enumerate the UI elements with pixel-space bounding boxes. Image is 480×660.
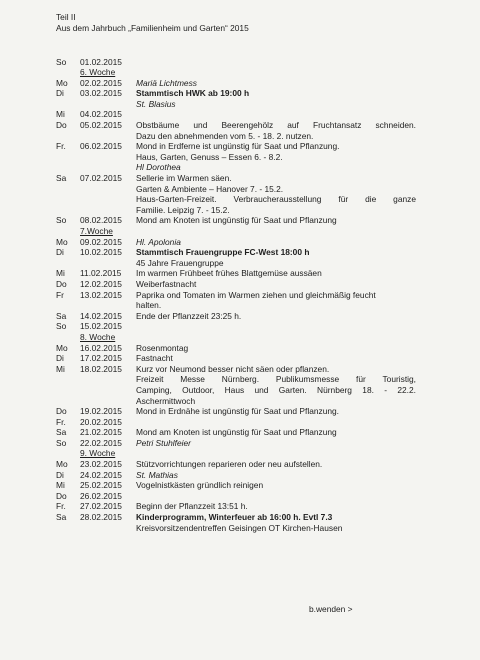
- weekday: Mo: [56, 236, 68, 247]
- entry-text: [136, 141, 416, 173]
- entry-text: [136, 279, 416, 290]
- weekday: Mi: [56, 363, 65, 374]
- calendar-row: [56, 470, 416, 481]
- source-title: Aus dem Jahrbuch „Familienheim und Garten“ 2015: [56, 22, 249, 33]
- entry-line: Stammtisch HWK ab 19:00 h: [136, 88, 250, 99]
- weekday: So: [56, 321, 67, 332]
- entry-text: [136, 427, 416, 438]
- entry-line: Hl. Apolonia: [136, 236, 181, 247]
- weekday: [56, 226, 80, 237]
- calendar-row: [56, 237, 416, 248]
- calendar-row: [56, 120, 416, 141]
- calendar-row: [56, 321, 416, 332]
- calendar-row: [56, 173, 416, 215]
- date: 27.02.2015: [80, 501, 122, 512]
- entry-text: [136, 268, 416, 279]
- calendar-row: [56, 99, 416, 110]
- entry-text: [136, 311, 416, 322]
- entry-line: Kinderprogramm, Winterfeuer ab 16:00 h. Evtl 7.3: [136, 512, 333, 523]
- entry-line: Fastnacht: [136, 353, 173, 364]
- weekday: Mi: [56, 109, 65, 120]
- date: 26.02.2015: [80, 490, 122, 501]
- turn-page-note: b.wenden >: [309, 604, 353, 614]
- weekday: [56, 332, 80, 343]
- entry-line: St. Blasius: [136, 98, 176, 109]
- entry-line: Stammtisch Frauengruppe FC-West 18:00 h: [136, 247, 310, 258]
- entry-text: [136, 99, 416, 110]
- weekday: Sa: [56, 427, 67, 438]
- date: 10.02.2015: [80, 247, 122, 258]
- week-heading-row: [56, 448, 416, 459]
- calendar-row: [56, 459, 416, 470]
- entry-text: [136, 290, 416, 311]
- calendar-row: [56, 279, 416, 290]
- entry-line: Ende der Pflanzzeit 23:25 h.: [136, 310, 242, 321]
- entry-line: Paprika ond Tomaten im Warmen ziehen und gleichmäßig feucht: [136, 289, 376, 300]
- date: 06.02.2015: [80, 141, 122, 152]
- entry-line: Aschermittwoch: [136, 395, 196, 406]
- calendar-row: [56, 364, 416, 406]
- entry-text: [136, 57, 416, 68]
- entry-text: [136, 448, 416, 459]
- weekday: Do: [56, 278, 67, 289]
- week-number: 6. Woche: [80, 67, 116, 78]
- entry-line: Hl Dorothea: [136, 162, 181, 173]
- entry-line: Obstbäume und Beerengehölz auf Fruchtansatz schneiden.: [136, 120, 416, 131]
- entry-text: [136, 491, 416, 502]
- week-heading-row: [56, 226, 416, 237]
- weekday: Di: [56, 247, 64, 258]
- entry-text: [136, 215, 416, 226]
- entry-line: Rosenmontag: [136, 342, 189, 353]
- weekday: Fr.: [56, 501, 66, 512]
- entry-line: Weiberfastnacht: [136, 278, 197, 289]
- calendar-row: [56, 512, 416, 533]
- week-number: 9. Woche: [80, 448, 116, 459]
- weekday: Mi: [56, 480, 65, 491]
- entry-line: Mond in Erdnähe ist ungünstig für Saat und Pflanzung.: [136, 406, 339, 417]
- week-heading-row: [56, 67, 416, 78]
- entry-text: [136, 470, 416, 481]
- calendar-row: [56, 247, 416, 268]
- entry-text: [136, 173, 416, 215]
- entry-text: [136, 438, 416, 449]
- date: 07.02.2015: [80, 173, 122, 184]
- weekday: Mi: [56, 268, 65, 279]
- entry-text: [136, 109, 416, 120]
- date: 22.02.2015: [80, 437, 122, 448]
- date: 12.02.2015: [80, 278, 122, 289]
- week-number: 8. Woche: [80, 331, 116, 342]
- date: 09.02.2015: [80, 236, 122, 247]
- date: 21.02.2015: [80, 427, 122, 438]
- calendar-row: [56, 438, 416, 449]
- entry-line: Im warmen Frühbeet frühes Blattgemüse aussäen: [136, 268, 322, 279]
- entry-text: [136, 512, 416, 533]
- entry-text: [136, 353, 416, 364]
- entry-text: [136, 406, 416, 417]
- date: 08.02.2015: [80, 215, 122, 226]
- page-header: [56, 12, 249, 33]
- calendar-row: [56, 268, 416, 279]
- entry-line: Petri Stuhlfeier: [136, 437, 191, 448]
- entry-line: Kreisvorsitzendentreffen Geisingen OT Kirchen-Hausen: [136, 522, 343, 533]
- week-number: 7.Woche: [80, 226, 113, 236]
- entry-text: [136, 88, 416, 99]
- date: 20.02.2015: [80, 416, 122, 427]
- calendar-row: [56, 57, 416, 68]
- calendar-row: [56, 109, 416, 120]
- calendar-row: [56, 141, 416, 173]
- calendar-row: [56, 88, 416, 99]
- weekday: Sa: [56, 173, 67, 184]
- weekday: Mo: [56, 77, 68, 88]
- weekday: Mo: [56, 342, 68, 353]
- date: 14.02.2015: [80, 310, 122, 321]
- calendar-row: [56, 491, 416, 502]
- entry-text: [136, 321, 416, 332]
- calendar-row: [56, 343, 416, 354]
- entry-line: Mond in Erdferne ist ungünstig für Saat und Pflanzung.: [136, 141, 340, 152]
- entry-line: Garten & Ambiente – Hanover 7. - 15.2.: [136, 183, 284, 194]
- calendar-row: [56, 427, 416, 438]
- weekday: Do: [56, 120, 67, 131]
- date: 11.02.2015: [80, 268, 122, 279]
- weekday: Di: [56, 353, 64, 364]
- weekday: Do: [56, 406, 67, 417]
- entry-text: [136, 459, 416, 470]
- entry-line: Stützvorrichtungen reparieren oder neu aufstellen.: [136, 459, 323, 470]
- date: 05.02.2015: [80, 120, 122, 131]
- date: 28.02.2015: [80, 512, 122, 523]
- date: 15.02.2015: [80, 321, 122, 332]
- calendar-list: [56, 57, 416, 534]
- calendar-row: [56, 215, 416, 226]
- entry-line: Mariä Lichtmess: [136, 77, 197, 88]
- weekday: Sa: [56, 512, 67, 523]
- weekday: Mo: [56, 459, 68, 470]
- week-heading-row: [56, 332, 416, 343]
- entry-line: Mond am Knoten ist ungünstig für Saat und Pflanzung: [136, 427, 337, 438]
- weekday: Sa: [56, 310, 67, 321]
- weekday: [56, 448, 80, 459]
- entry-text: [136, 364, 416, 406]
- entry-text: [136, 226, 416, 237]
- weekday: Fr.: [56, 416, 66, 427]
- calendar-row: [56, 406, 416, 417]
- entry-line: Sellerie im Warmen säen.: [136, 173, 232, 184]
- date: 19.02.2015: [80, 406, 122, 417]
- calendar-row: [56, 501, 416, 512]
- entry-line: Beginn der Pflanzzeit 13:51 h.: [136, 501, 248, 512]
- entry-line: Freizeit Messe Nürnberg. Publikumsmesse für Touristig,: [136, 374, 416, 385]
- entry-text: [136, 237, 416, 248]
- date: 03.02.2015: [80, 88, 122, 99]
- date: 25.02.2015: [80, 480, 122, 491]
- part-label: Teil II: [56, 12, 76, 22]
- entry-text: [136, 417, 416, 428]
- entry-text: [136, 120, 416, 141]
- entry-text: [136, 332, 416, 343]
- date: 04.02.2015: [80, 109, 122, 120]
- entry-text: [136, 78, 416, 89]
- weekday: Fr: [56, 289, 64, 300]
- entry-text: [136, 67, 416, 78]
- calendar-row: [56, 480, 416, 491]
- date: 17.02.2015: [80, 353, 122, 364]
- entry-line: Camping, Outdoor, Haus und Garten. Nürnberg 18. - 22.2.: [136, 384, 416, 395]
- date: 18.02.2015: [80, 363, 122, 374]
- entry-line: Vogelnistkästen gründlich reinigen: [136, 480, 264, 491]
- entry-line: Haus, Garten, Genuss – Essen 6. - 8.2.: [136, 151, 283, 162]
- calendar-row: [56, 417, 416, 428]
- date: 13.02.2015: [80, 289, 122, 300]
- entry-text: [136, 247, 416, 268]
- entry-line: St. Mathias: [136, 469, 178, 480]
- date: 16.02.2015: [80, 342, 122, 353]
- calendar-row: [56, 78, 416, 89]
- weekday: Di: [56, 469, 64, 480]
- weekday: So: [56, 56, 67, 67]
- weekday: [56, 67, 80, 78]
- weekday: Do: [56, 490, 67, 501]
- date: [80, 99, 136, 110]
- entry-line: Dazu den abnehmenden vom 5. - 18. 2. nutzen.: [136, 130, 314, 141]
- weekday: [56, 99, 80, 110]
- date: 23.02.2015: [80, 459, 122, 470]
- weekday: So: [56, 437, 67, 448]
- date: 01.02.2015: [80, 56, 122, 67]
- entry-line: Haus-Garten-Freizeit. Verbraucherausstellung für die ganze: [136, 194, 416, 205]
- entry-text: [136, 480, 416, 491]
- calendar-row: [56, 311, 416, 322]
- weekday: Fr.: [56, 141, 66, 152]
- entry-line: Mond am Knoten ist ungünstig für Saat und Pflanzung: [136, 215, 337, 226]
- date: 24.02.2015: [80, 469, 122, 480]
- entry-line: Familie. Leipzig 7. - 15.2.: [136, 204, 230, 215]
- calendar-row: [56, 353, 416, 364]
- entry-line: 45 Jahre Frauengruppe: [136, 257, 224, 268]
- entry-text: [136, 343, 416, 354]
- date: 02.02.2015: [80, 77, 122, 88]
- entry-line: Kurz vor Neumond besser nicht säen oder pflanzen.: [136, 363, 330, 374]
- weekday: Di: [56, 88, 64, 99]
- weekday: So: [56, 215, 67, 226]
- entry-line: halten.: [136, 300, 162, 311]
- entry-text: [136, 501, 416, 512]
- calendar-row: [56, 290, 416, 311]
